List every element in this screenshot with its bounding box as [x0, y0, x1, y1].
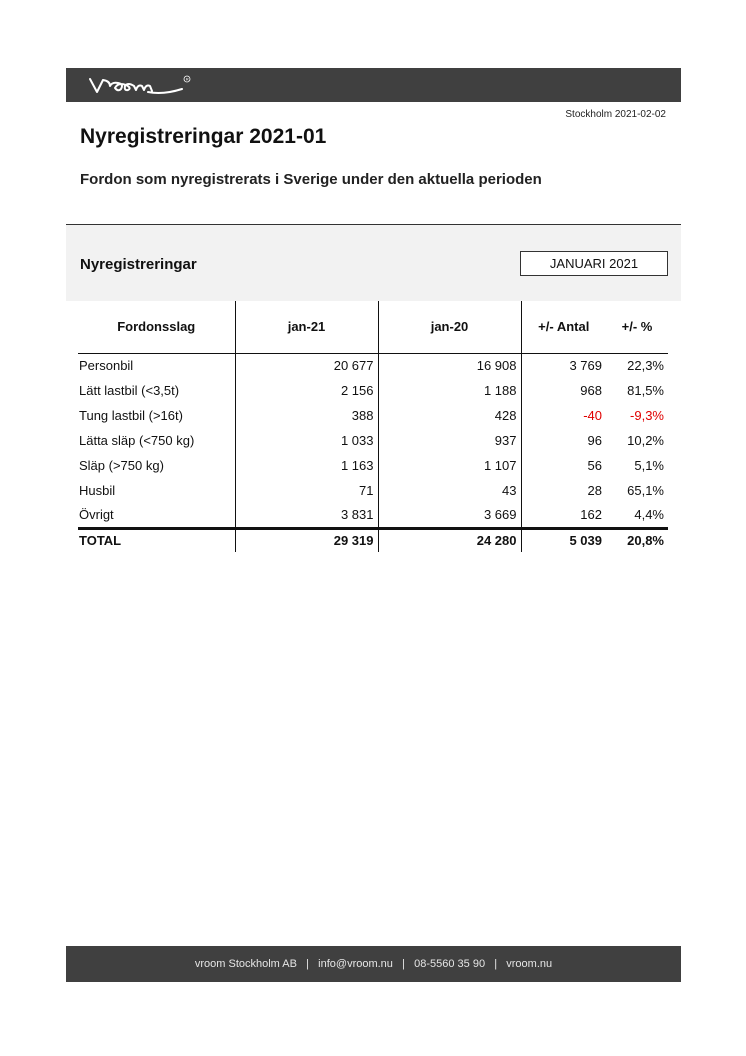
row-diff: 3 769	[569, 358, 602, 374]
column-header-pct: +/- %	[621, 319, 653, 335]
column-header-current: jan-21	[235, 301, 378, 353]
row-current: 2 156	[235, 378, 378, 403]
row-pct: 5,1%	[634, 458, 664, 473]
row-label: Lätt lastbil (<3,5t)	[78, 378, 235, 403]
row-previous: 1 107	[378, 453, 521, 478]
row-label: Övrigt	[78, 503, 235, 528]
table-total-row	[78, 528, 668, 552]
footer-contact: vroom Stockholm AB | info@vroom.nu | 08-5560 35 90 | vroom.nu	[194, 958, 553, 970]
row-previous: 3 669	[378, 503, 521, 528]
row-current: 1 163	[235, 453, 378, 478]
page-subtitle: Fordon som nyregistrerats i Sverige under den aktuella perioden	[80, 171, 542, 188]
row-label: Husbil	[78, 478, 235, 503]
row-label: Tung lastbil (>16t)	[78, 403, 235, 428]
row-current: 388	[235, 403, 378, 428]
row-label: Personbil	[78, 353, 235, 378]
row-diff: 28	[587, 483, 602, 498]
row-diff: 162	[580, 507, 602, 523]
total-previous: 24 280	[378, 528, 521, 552]
period-label: JANUARI 2021	[520, 251, 668, 276]
row-diff: -40	[583, 408, 602, 423]
footer-bar	[66, 946, 681, 982]
page-title: Nyregistreringar 2021-01	[80, 125, 327, 148]
registrations-table	[78, 301, 668, 552]
row-pct: 4,4%	[634, 507, 664, 523]
table-row	[78, 353, 668, 378]
row-current: 20 677	[235, 353, 378, 378]
row-current: 3 831	[235, 503, 378, 528]
row-label: Släp (>750 kg)	[78, 453, 235, 478]
column-header-type: Fordonsslag	[78, 301, 235, 353]
table-row	[78, 428, 668, 453]
report-date: Stockholm 2021-02-02	[565, 109, 666, 120]
row-pct: 22,3%	[627, 358, 664, 374]
row-diff: 56	[587, 458, 602, 473]
total-current: 29 319	[235, 528, 378, 552]
row-current: 71	[235, 478, 378, 503]
table-header-row	[78, 301, 668, 353]
row-previous: 16 908	[378, 353, 521, 378]
table-row	[78, 403, 668, 428]
column-header-diff: +/- Antal	[538, 319, 590, 335]
row-current: 1 033	[235, 428, 378, 453]
column-header-previous: jan-20	[378, 301, 521, 353]
row-previous: 43	[378, 478, 521, 503]
table-row	[78, 503, 668, 528]
row-pct: -9,3%	[630, 408, 664, 423]
row-previous: 428	[378, 403, 521, 428]
table-row	[78, 378, 668, 403]
row-pct: 10,2%	[627, 433, 664, 448]
row-diff: 968	[580, 383, 602, 398]
total-diff: 5 039	[521, 528, 606, 552]
header-bar	[66, 68, 681, 102]
row-previous: 937	[378, 428, 521, 453]
row-label: Lätta släp (<750 kg)	[78, 428, 235, 453]
total-pct: 20,8%	[606, 528, 668, 552]
row-pct: 81,5%	[627, 383, 664, 398]
vroom-logo	[88, 73, 208, 97]
table-row	[78, 478, 668, 503]
row-previous: 1 188	[378, 378, 521, 403]
svg-text:R: R	[185, 76, 189, 82]
section-title: Nyregistreringar	[80, 256, 197, 273]
total-label: TOTAL	[78, 528, 235, 552]
table-row	[78, 453, 668, 478]
row-pct: 65,1%	[627, 483, 664, 498]
row-diff: 96	[587, 433, 602, 448]
